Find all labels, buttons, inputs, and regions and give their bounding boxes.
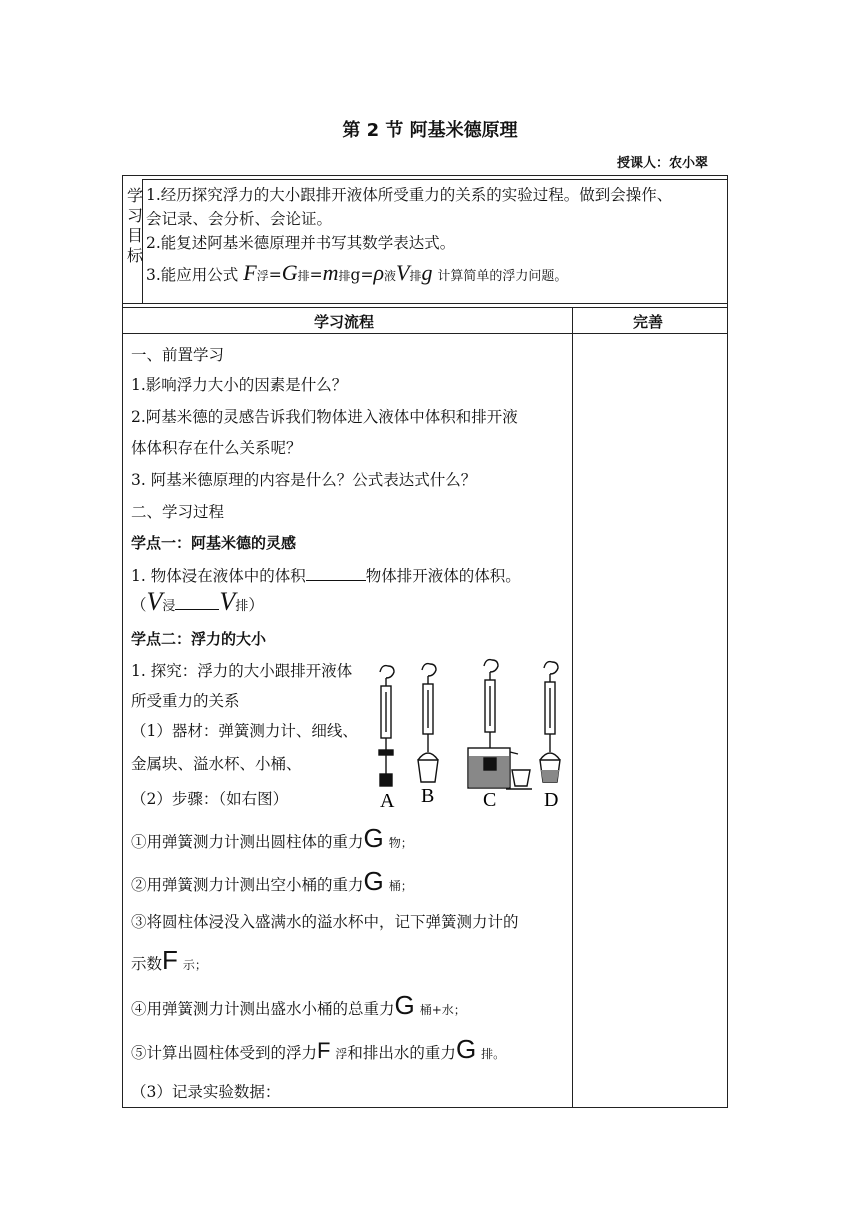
goal-3: [146, 261, 567, 289]
point-2-line-2: 所受重力的关系: [131, 692, 240, 710]
section-2-heading: 二、学习过程: [131, 503, 225, 521]
step-1: [131, 823, 413, 854]
formula-rho-sub: 液: [384, 269, 397, 283]
goal-1b: 会记录、会分析、会论证。: [146, 210, 333, 228]
step-5-symbol-F: F: [317, 1038, 331, 1063]
table-border-top: [122, 175, 728, 176]
step-1-sub: 物；: [388, 836, 413, 850]
table-border-left: [122, 175, 123, 1108]
formula-eq1: =: [268, 266, 282, 284]
header-improve: 完善: [633, 313, 664, 331]
question-1: 1.影响浮力大小的因素是什么？: [131, 376, 348, 394]
goals-box-top: [142, 179, 727, 180]
symbol-V-immersed: V: [146, 587, 163, 616]
question-2a: 2.阿基米德的灵感告诉我们物体进入液体中体积和排开液: [131, 408, 518, 426]
step-2-symbol: G: [363, 866, 384, 896]
section-1-heading: 一、前置学习: [131, 346, 225, 364]
step-5-text-b: 和排出水的重力: [347, 1044, 456, 1062]
question-3: 3. 阿基米德原理的内容是什么？公式表达式什么？: [131, 471, 477, 489]
goal-3-suffix: 计算简单的浮力问题。: [437, 269, 568, 284]
goal-3-prefix: 3.能应用公式: [146, 266, 239, 284]
formula-g: g=: [350, 266, 374, 284]
step-5-symbol-G: G: [455, 1034, 477, 1064]
question-2b: 体体积存在什么关系呢？: [131, 439, 302, 457]
table-border-bottom: [122, 1107, 728, 1108]
page-title: 第 2 节 阿基米德原理: [342, 120, 518, 141]
point-1-text-a: 1. 物体浸在液体中的体积: [131, 567, 306, 585]
formula-V: V: [396, 260, 410, 285]
formula-G-sub: 排: [297, 269, 310, 283]
step-3-text: 示数: [131, 955, 163, 973]
apparatus-c: [468, 660, 532, 789]
step-4-sub: 桶+水；: [419, 1003, 466, 1017]
symbol-V-displaced-sub: 排: [235, 599, 249, 614]
answer-blank: [306, 566, 366, 581]
step-3a: ③将圆柱体浸没入盛满水的溢水杯中，记下弹簧测力计的: [131, 913, 519, 931]
header-process: 学习流程: [314, 313, 375, 331]
formula-F-sub: 浮: [256, 269, 269, 283]
formula-m: m: [322, 260, 339, 285]
column-divider: [572, 307, 573, 1108]
teacher-name: 授课人：农小翠: [616, 156, 708, 171]
table-border-right: [727, 175, 728, 1108]
label-c: C: [483, 789, 497, 811]
formula-eq2: =: [309, 266, 323, 284]
point-2-line-1: 1. 探究：浮力的大小跟排开液体: [131, 662, 353, 680]
paren-close: ）: [248, 596, 264, 614]
point-2-line-4: 金属块、溢水杯、小桶、: [131, 755, 302, 773]
step-5-sub-G: 排。: [481, 1047, 506, 1061]
point-2-line-3: （1）器材：弹簧测力计、细线、: [131, 722, 358, 740]
symbol-V-displaced: V: [219, 587, 236, 616]
formula-V-sub: 排: [409, 269, 422, 283]
formula-rho: ρ: [373, 260, 384, 285]
formula-g2: g: [421, 260, 433, 285]
step-3-sub: 示；: [182, 958, 207, 972]
step-5-sub-F: 浮: [335, 1047, 348, 1061]
step-4: [131, 990, 466, 1021]
header-row-bottom: [122, 333, 728, 334]
step-2-sub: 桶；: [388, 879, 413, 893]
label-d: D: [544, 789, 559, 811]
step-4-text: ④用弹簧测力计测出盛水小桶的总重力: [131, 1000, 395, 1018]
goal-1a: 1.经历探究浮力的大小跟排开液体所受重力的关系的实验过程。做到会操作、: [146, 186, 673, 204]
step-3b: [131, 945, 207, 976]
formula-F: F: [243, 260, 257, 285]
compare-blank: [175, 595, 219, 610]
step-5: [131, 1034, 505, 1065]
step-4-symbol: G: [394, 990, 415, 1020]
point-2-line-5: （2）步骤：（如右图）: [131, 790, 289, 808]
point-1-question: [131, 564, 521, 586]
point-2-title: 学点二：浮力的大小: [131, 630, 267, 648]
point-1-formula: [131, 587, 264, 617]
goals-label: 学习目标: [127, 186, 143, 265]
step-6: （3）记录实验数据：: [131, 1083, 281, 1101]
step-5-text-a: ⑤计算出圆柱体受到的浮力: [131, 1044, 318, 1062]
formula-G: G: [281, 260, 298, 285]
point-1-title: 学点一：阿基米德的灵感: [131, 534, 297, 552]
symbol-V-immersed-sub: 浸: [162, 599, 176, 614]
step-2-text: ②用弹簧测力计测出空小桶的重力: [131, 876, 364, 894]
experiment-figure: [366, 652, 566, 812]
formula-m-sub: 排: [338, 269, 351, 283]
apparatus-d: [540, 662, 560, 782]
step-1-text: ①用弹簧测力计测出圆柱体的重力: [131, 833, 364, 851]
label-a: A: [380, 790, 395, 812]
step-1-symbol: G: [363, 823, 384, 853]
step-2: [131, 866, 413, 897]
label-b: B: [421, 785, 435, 807]
goal-2: 2.能复述阿基米德原理并书写其数学表达式。: [146, 234, 456, 252]
paren-open: （: [131, 596, 147, 614]
apparatus-b: [418, 664, 438, 782]
step-3-symbol: F: [162, 945, 178, 975]
apparatus-a: [379, 666, 394, 786]
point-1-text-b: 物体排开液体的体积。: [365, 567, 521, 585]
goals-row-bottom-2: [122, 307, 728, 308]
goals-row-bottom: [122, 303, 728, 304]
